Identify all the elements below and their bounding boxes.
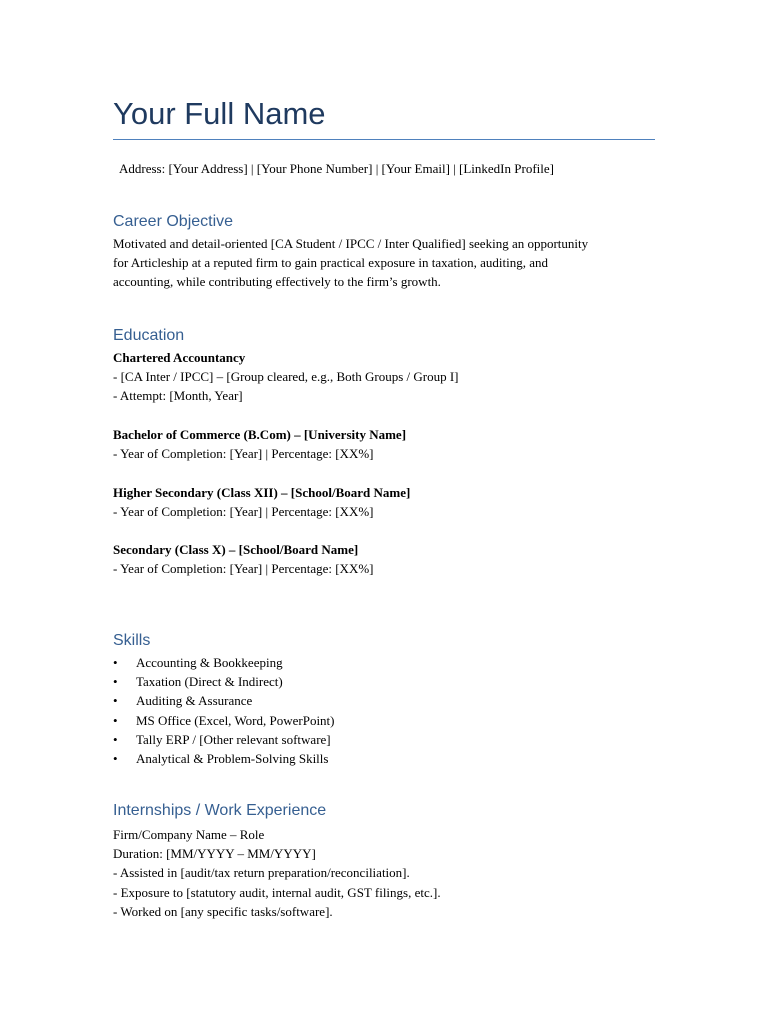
contact-line: Address: [Your Address] | [Your Phone Number] | [Your Email] | [LinkedIn Profile] [119,161,554,176]
bullet-icon: • [113,693,118,709]
internships-heading: Internships / Work Experience [113,802,327,819]
list-item [113,653,653,672]
skill-label: Analytical & Problem-Solving Skills [136,750,329,766]
bullet-icon: • [113,750,118,766]
list-item [113,711,653,730]
bullet-icon: • [113,655,118,670]
education-secondary-title: Secondary (Class X) – [School/Board Name] [113,542,359,557]
career-objective-text [113,234,653,292]
career-objective-heading: Career Objective [113,213,234,230]
list-item [113,749,653,768]
career-objective-line: for Articleship at a reputed firm to gain practical exposure in taxation, auditing, and [113,255,548,271]
title-divider [113,139,655,140]
full-name-title: Your Full Name [113,96,326,131]
education-bcom [113,425,653,463]
internship-line: - Worked on [any specific tasks/software]. [113,903,333,919]
education-secondary-line: - Year of Completion: [Year] | Percentage: [XX%] [113,561,374,577]
career-objective-line: Motivated and detail-oriented [CA Student / IPCC / Inter Qualified] seeking an opportunity [113,236,589,251]
skill-label: Auditing & Assurance [136,693,253,709]
education-secondary [113,540,653,578]
career-objective-line: accounting, while contributing effectively to the firm’s growth. [113,274,441,290]
education-bcom-title: Bachelor of Commerce (B.Com) – [University Name] [113,427,407,442]
internship-line: - Assisted in [audit/tax return preparation/reconciliation]. [113,865,410,881]
bullet-icon: • [113,731,118,747]
education-heading: Education [113,327,185,344]
skill-label: Taxation (Direct & Indirect) [136,674,283,690]
skill-label: MS Office (Excel, Word, PowerPoint) [136,712,335,728]
list-item [113,672,653,691]
skill-label: Accounting & Bookkeeping [136,655,283,670]
education-bcom-line: - Year of Completion: [Year] | Percentage: [XX%] [113,446,374,462]
internships-text [113,825,653,921]
education-ca-attempt: - Attempt: [Month, Year] [113,388,243,404]
list-item [113,691,653,710]
internship-line: Duration: [MM/YYYY – MM/YYYY] [113,846,316,862]
education-hs-line: - Year of Completion: [Year] | Percentage: [XX%] [113,504,374,520]
bullet-icon: • [113,712,118,728]
education-ca [113,348,653,406]
skills-list [113,653,653,768]
education-ca-title: Chartered Accountancy [113,350,246,365]
bullet-icon: • [113,674,118,690]
skill-label: Tally ERP / [Other relevant software] [136,731,331,747]
education-hs [113,483,653,521]
list-item [113,730,653,749]
skills-heading: Skills [113,632,151,649]
education-hs-title: Higher Secondary (Class XII) – [School/Board Name] [113,485,411,500]
internship-line: Firm/Company Name – Role [113,827,265,842]
internship-line: - Exposure to [statutory audit, internal audit, GST filings, etc.]. [113,884,441,900]
education-ca-line: - [CA Inter / IPCC] – [Group cleared, e.g., Both Groups / Group I] [113,369,459,385]
